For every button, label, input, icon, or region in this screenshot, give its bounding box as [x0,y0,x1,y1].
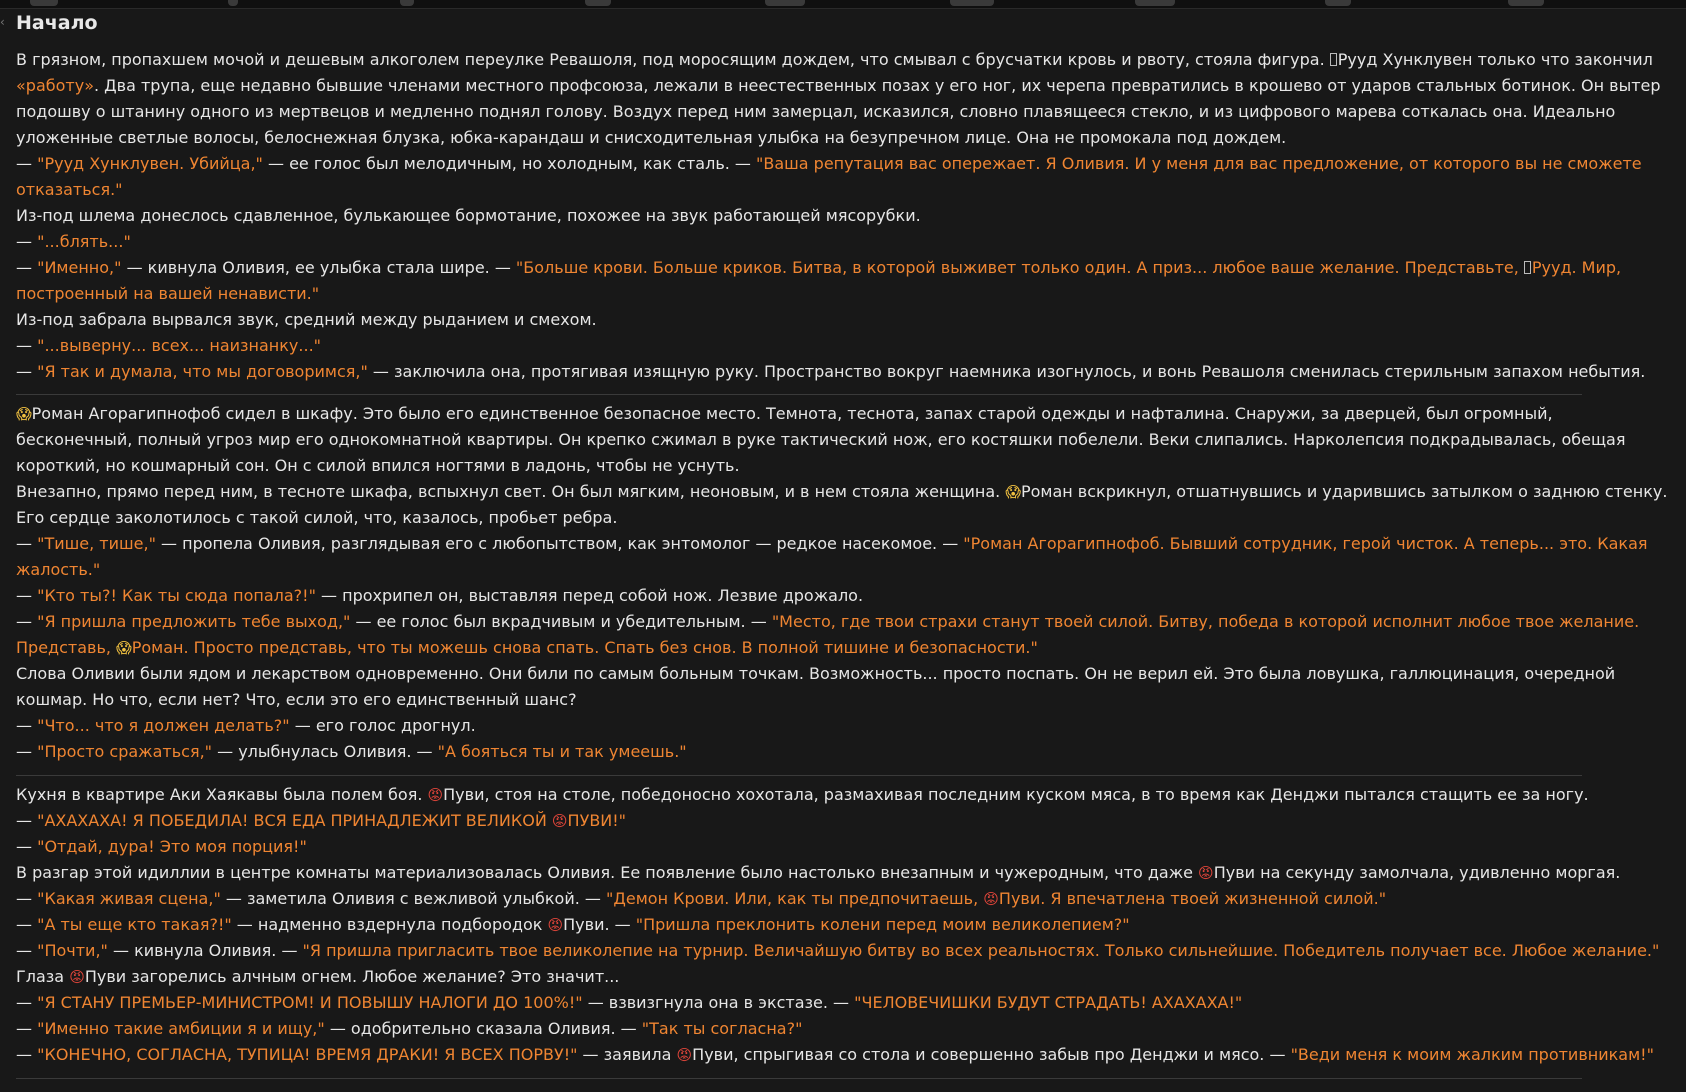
paragraph: — "Почти," — кивнула Оливия. — "Я пришла пригласить твое великолепие на турнир. Величайшую битву во всех реальностях. Только сильнейшие. Победитель получает все. Любое желание." [16,941,1660,960]
paragraph: — "...блять..." [16,232,131,251]
user-icon[interactable] [400,0,414,6]
devil-emoji-icon: 😡 [1198,864,1214,882]
paragraph: — "Тише, тише," — пропела Оливия, разглядывая его с любопытством, как энтомолог — редкое насекомое. — "Роман Агорагипнофоб. Бывший сотрудник, герой чисток. А теперь... это. Какая жалость." [16,534,1648,579]
devil-emoji-icon: 😡 [427,786,444,804]
devil-emoji-icon: 😡 [551,812,568,830]
devil-emoji-icon: 😡 [547,916,564,934]
divider [16,775,1582,776]
paragraph: — "Просто сражаться," — улыбнулась Оливия. — "А бояться ты и так умеешь." [16,742,687,761]
paragraph: — "Я СТАНУ ПРЕМЬЕР-МИНИСТРОМ! И ПОВЫШУ НАЛОГИ ДО 100%!" — взвизгнула она в экстазе. — "ЧЕЛОВЕЧИШКИ БУДУТ СТРАДАТЬ! АХАХАХА!" [16,993,1243,1012]
paragraph: Кухня в квартире Аки Хаякавы была полем боя. 😡Пуви, стоя на столе, победоносно хохотала, размахивая последним куском мяса, в то время как Денджи пытался стащить ее за ногу. [16,785,1589,804]
paragraph: Из-под шлема донеслось сдавленное, булькающее бормотание, похожее на звук работающей мясорубки. [16,206,921,225]
extensions-icon[interactable] [765,0,805,6]
message-block [16,401,1672,765]
chat-icon[interactable] [585,0,611,6]
character-icon[interactable] [228,0,238,6]
drawer-icon[interactable] [1508,0,1544,6]
paragraph: — "Что... что я должен делать?" — его голос дрогнул. [16,716,476,735]
paragraph: Глаза 😡Пуви загорелись алчным огнем. Любое желание? Это значит... [16,967,620,986]
paragraph: — "Какая живая сцена," — заметила Оливия с вежливой улыбкой. — "Демон Крови. Или, как ты предпочитаешь, 😡Пуви. Я впечатлена твоей жизненной силой." [16,889,1387,908]
missing-glyph-icon [1330,53,1337,66]
divider [16,1078,1582,1079]
paragraph: В разгар этой идиллии в центре комнаты материализовалась Оливия. Ее появление было настолько внезапным и чужеродным, что даже 😡Пуви на секунду замолчала, удивленно моргая. [16,863,1621,882]
divider [16,394,1582,395]
devil-emoji-icon: 😡 [983,890,999,908]
collapse-icon[interactable]: ‹ [0,15,5,29]
fear-emoji-icon: 😱 [16,405,32,423]
paragraph: — "А ты еще кто такая?!" — надменно вздернула подбородок 😡Пуви. — "Пришла преклонить колени перед моим великолепием?" [16,915,1130,934]
paragraph: — "Я так и думала, что мы договоримся," — заключила она, протягивая изящную руку. Пространство вокруг наемника изогнулось, и вонь Ревашоля сменилась стерильным запахом небытия. [16,362,1646,381]
paragraph: — "АХАХАХА! Я ПОБЕДИЛА! ВСЯ ЕДА ПРИНАДЛЕЖИТ ВЕЛИКОЙ 😡ПУВИ!" [16,811,627,830]
paragraph: 😱Роман Агорагипнофоб сидел в шкафу. Это было его единственное безопасное место. Темнота, теснота, запах старой одежды и нафталина. Снаружи, за дверцей, был огромный, бесконечный, полный угроз мир его однокомнатной квартиры. Он крепко сжимал в руке тактический нож, его костяшки побелели. Веки слипались. Нарколепсия подкрадывалась, обещая короткий, но кошмарный сон. Он с силой впился ногтями в ладонь, чтобы не уснуть. [16,404,1626,475]
fear-emoji-icon: 😱 [116,639,132,657]
page-title: Начало [16,12,98,34]
paragraph: — "Рууд Хунклувен. Убийца," — ее голос был мелодичным, но холодным, как сталь. — "Ваша репутация вас опережает. Я Оливия. И у меня для вас предложение, от которого вы не сможете отказаться." [16,154,1642,199]
paragraph: Внезапно, прямо перед ним, в тесноте шкафа, вспыхнул свет. Он был мягким, неоновым, и в нем стояла женщина. 😱Роман вскрикнул, отшатнувшись и ударившись затылком о заднюю стенку. Его сердце заколотилось с такой силой, что, казалось, пробьет ребра. [16,482,1668,527]
paragraph: Из-под забрала вырвался звук, средний между рыданием и смехом. [16,310,597,329]
fear-emoji-icon: 😱 [1005,483,1021,501]
world-icon[interactable] [1135,0,1175,6]
paragraph: — "Я пришла предложить тебе выход," — ее голос был вкрадчивым и убедительным. — "Место, где твои страхи станут твоей силой. Битву, победа в которой исполнит любое твое желание. Представь, 😱Роман. Просто представь, что ты можешь снова спать. Спать без снов. В полной тишине и безопасности." [16,612,1640,657]
paragraph: — "...выверну... всех... наизнанку..." [16,336,322,355]
paragraph: — "Отдай, дура! Это моя порция!" [16,837,307,856]
paragraph: — "КОНЕЧНО, СОГЛАСНА, ТУПИЦА! ВРЕМЯ ДРАКИ! Я ВСЕХ ПОРВУ!" — заявила 😡Пуви, спрыгивая со стола и совершенно забыв про Денджи и мясо. — "Веди меня к моим жалким противникам!" [16,1045,1654,1064]
missing-glyph-icon [1524,261,1531,274]
message-block [16,782,1672,1068]
devil-emoji-icon: 😡 [676,1046,693,1064]
devil-emoji-icon: 😡 [69,968,85,986]
paragraph: В грязном, пропахшем мочой и дешевым алкоголем переулке Ревашоля, под моросящим дождем, что смывал с брусчатки кровь и рвоту, стояла фигура. Рууд Хунклувен только что закончил «работу». Два трупа, еще недавно бывшие членами местного профсоюза, лежали в неестественных позах у его ног, их черепа превратились в крошево от ударов стальных ботинок. Он вытер подошву о штанину одного из мертвецов и медленно поднял голову. Воздух перед ним замерцал, исказился, словно плавящееся стекло, и из цифрового марева соткалась она. Идеально уложенные светлые волосы, белоснежная блузка, юбка-карандаш и снисходительная улыбка на безупречном лице. Она не промокала под дождем. [16,50,1661,147]
top-toolbar [0,0,1686,9]
menu-icon[interactable] [30,0,58,6]
settings-icon[interactable] [1325,0,1351,6]
book-icon[interactable] [950,0,994,6]
paragraph: — "Именно," — кивнула Оливия, ее улыбка стала шире. — "Больше крови. Больше криков. Битва, в которой выживет только один. А приз... любое ваше желание. Представьте, Рууд. Мир, построенный на вашей ненависти." [16,258,1622,303]
paragraph: Слова Оливии были ядом и лекарством одновременно. Они били по самым больным точкам. Возможность... просто поспать. Он не верил ей. Это была ловушка, галлюцинация, очередной кошмар. Но что, если нет? Что, если это его единственный шанс? [16,664,1616,709]
paragraph: — "Именно такие амбиции я и ищу," — одобрительно сказала Оливия. — "Так ты согласна?" [16,1019,803,1038]
paragraph: — "Кто ты?! Как ты сюда попала?!" — прохрипел он, выставляя перед собой нож. Лезвие дрожало. [16,586,864,605]
message-block [16,47,1672,385]
